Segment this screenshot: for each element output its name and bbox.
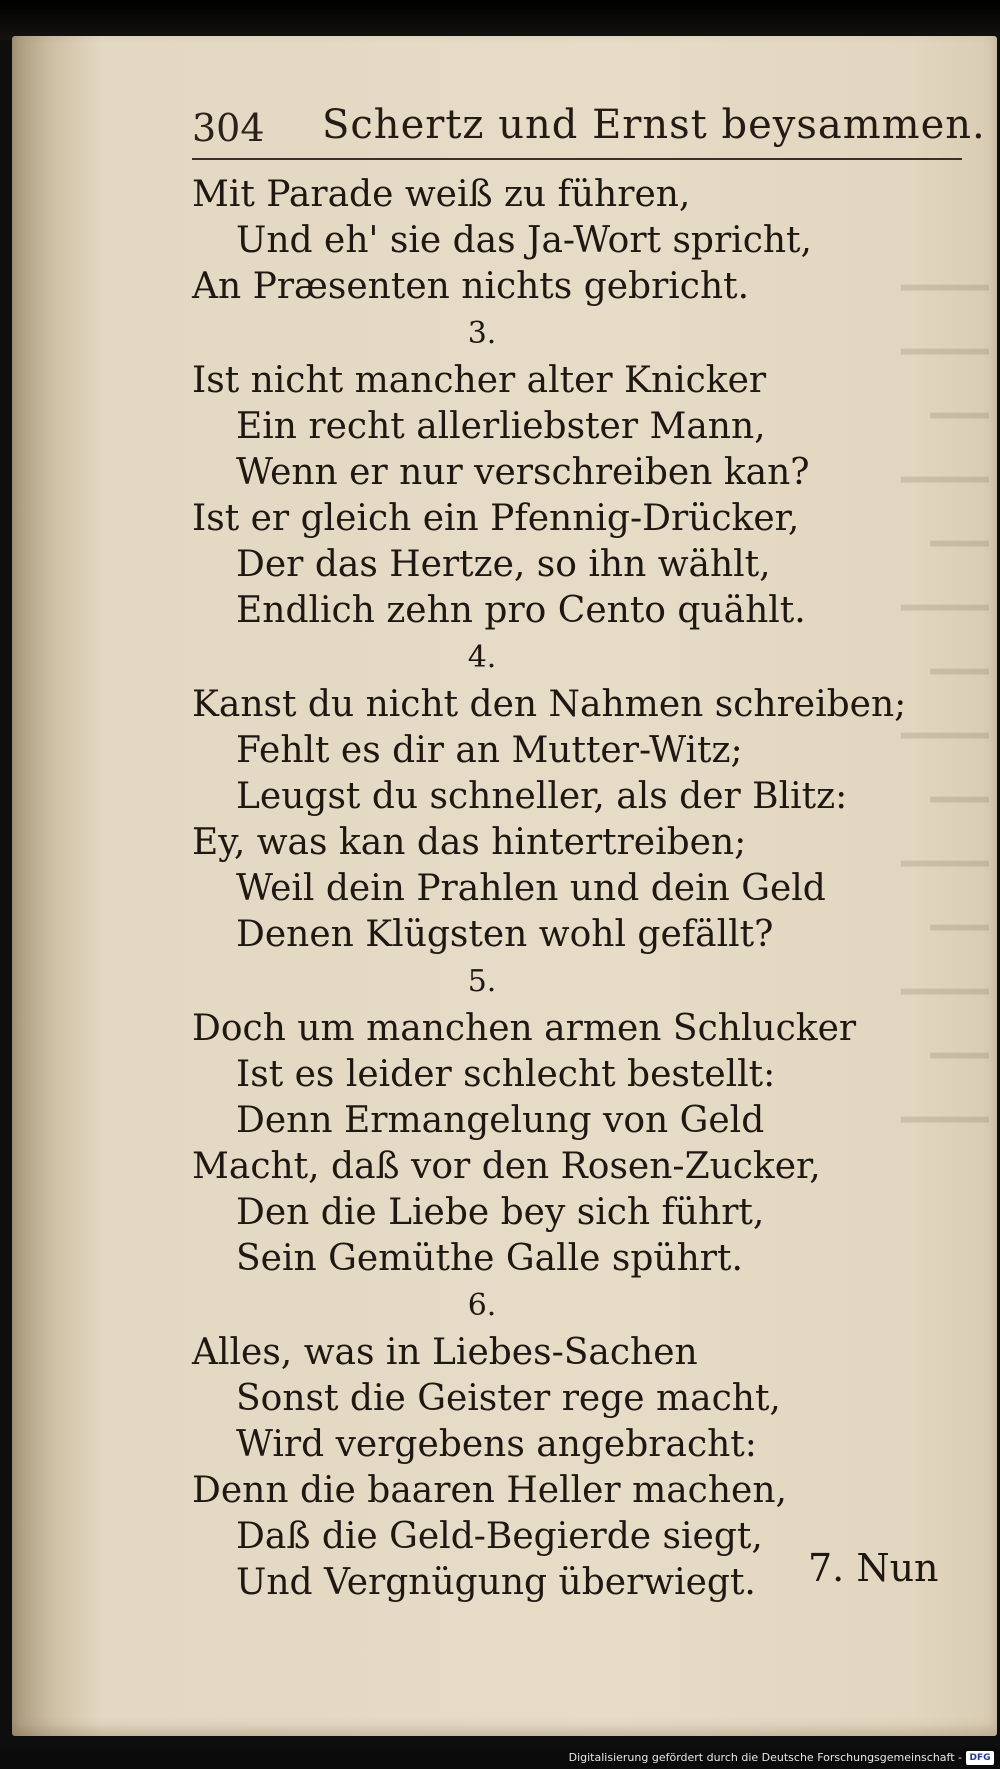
digitization-footer: [0, 1748, 1000, 1769]
stanza-number: 5.: [467, 964, 497, 999]
show-through-text: ▁▁▁ ▁▁▁ ▁▁ ▁▁▁ ▁▁ ▁▁▁ ▁▁ ▁▁▁ ▁▁ ▁▁▁ ▁▁ ▁▁▁ ▁▁ ▁▁▁: [901, 246, 989, 1122]
verse-line: Mit Parade weiß zu führen,: [192, 174, 691, 215]
verse-line: Wird vergebens angebracht:: [236, 1424, 757, 1465]
verse-line: Endlich zehn pro Cento quählt.: [236, 590, 806, 631]
page-header: [192, 92, 986, 160]
verse-line: Der das Hertze, so ihn wählt,: [236, 544, 771, 585]
verse-line: Kanst du nicht den Nahmen schreiben;: [192, 684, 907, 725]
verse-line: Ist es leider schlecht bestellt:: [236, 1054, 776, 1095]
verse-line: Den die Liebe bey sich führt,: [236, 1192, 765, 1233]
verse-line: Denn die baaren Heller machen,: [192, 1470, 787, 1511]
verse-line: Denn Ermangelung von Geld: [236, 1100, 765, 1141]
stanza-number: 3.: [467, 316, 497, 351]
verse-line: An Præsenten nichts gebricht.: [192, 266, 750, 307]
scan-background-top: [0, 0, 1000, 40]
verse-line: Macht, daß vor den Rosen-Zucker,: [192, 1146, 821, 1187]
stanza-number: 6.: [467, 1288, 497, 1323]
dfg-logo: DFG: [966, 1751, 994, 1765]
running-head: Schertz und Ernst beysammen.: [322, 102, 986, 148]
funding-credit: Digitalisierung gefördert durch die Deutsche Forschungsgemeinschaft -: [568, 1751, 962, 1764]
verse-line: Fehlt es dir an Mutter-Witz;: [236, 730, 743, 771]
stanza-number: 4.: [467, 640, 497, 675]
verse-line: Weil dein Prahlen und dein Geld: [236, 868, 826, 909]
verse-line: Daß die Geld-Begierde siegt,: [236, 1516, 763, 1557]
verse-line: Ein recht allerliebster Mann,: [236, 406, 766, 447]
verse-line: Leugst du schneller, als der Blitz:: [236, 776, 848, 817]
verse-line: Doch um manchen armen Schlucker: [192, 1008, 857, 1049]
poem-text: [192, 172, 972, 1606]
verse-line: Ey, was kan das hintertreiben;: [192, 822, 747, 863]
verse-line: Alles, was in Liebes-Sachen: [192, 1332, 698, 1373]
catchword: 7. Nun: [808, 1546, 939, 1590]
verse-line: Wenn er nur verschreiben kan?: [236, 452, 810, 493]
verse-line: Ist nicht mancher alter Knicker: [192, 360, 767, 401]
verse-line: Denen Klügsten wohl gefällt?: [236, 914, 774, 955]
verse-line: Sein Gemüthe Galle spührt.: [236, 1238, 743, 1279]
verse-line: Sonst die Geister rege macht,: [236, 1378, 781, 1419]
verse-line: Und Vergnügung überwiegt.: [236, 1562, 756, 1603]
verse-line: Ist er gleich ein Pfennig-Drücker,: [192, 498, 800, 539]
verse-line: Und eh' sie das Ja-Wort spricht,: [236, 220, 812, 261]
page-number: 304: [192, 106, 265, 150]
